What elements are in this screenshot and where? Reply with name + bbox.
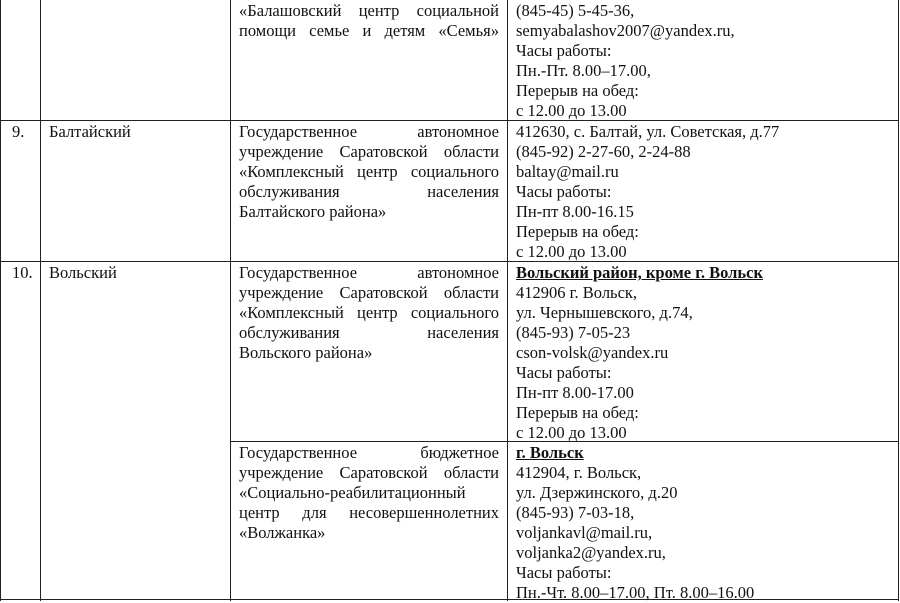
table-border-right [898, 0, 899, 601]
contact-line: (845-93) 7-05-23 [516, 323, 631, 342]
institution-name-line: Государственное автономное [239, 263, 499, 282]
row-number: 9. [12, 122, 25, 141]
institution-name-line: помощи семье и детям «Семья» [239, 21, 499, 40]
contact-line: Пн.-Пт. 8.00–17.00, [516, 61, 651, 80]
contact-line: Перерыв на обед: [516, 81, 639, 100]
contact-line: Часы работы: [516, 182, 612, 201]
contact-line: Часы работы: [516, 41, 612, 60]
institution-name-line: Балтайского района» [239, 202, 387, 221]
institution-name-line: центр для несовершеннолетних [239, 503, 499, 522]
table-border-bottom [0, 599, 899, 600]
contact-line: с 12.00 до 13.00 [516, 423, 627, 442]
institution-name-line: учреждение Саратовской области [239, 142, 499, 161]
contact-line: с 12.00 до 13.00 [516, 101, 627, 120]
institution-name-line: «Волжанка» [239, 523, 326, 542]
institution-name-line: обслуживания населения [239, 323, 499, 342]
institution-name-line: «Комплексный центр социального [239, 303, 499, 322]
row-number: 10. [12, 263, 33, 282]
contact-line: cson-volsk@yandex.ru [516, 343, 669, 362]
institution-name-line: Государственное бюджетное [239, 443, 499, 462]
contact-line: ул. Чернышевского, д.74, [516, 303, 693, 322]
row-number [8, 0, 12, 1]
institution-name-line: «Социально-реабилитационный [239, 483, 466, 502]
institution-name [231, 262, 499, 363]
district-name [41, 0, 49, 1]
institution-name [231, 121, 499, 222]
contact-line: (845-93) 7-03-18, [516, 503, 635, 522]
contact-line: (845-92) 2-27-60, 2-24-88 [516, 142, 691, 161]
contact-line: 412904, г. Вольск, [516, 463, 642, 482]
table-border-left [0, 0, 1, 601]
contact-line: voljankavl@mail.ru, [516, 523, 653, 542]
column-divider [40, 0, 41, 601]
contact-info [508, 0, 735, 121]
contact-line: (845-45) 5-45-36, [516, 1, 635, 20]
institution-name [231, 0, 499, 41]
institution-name-line: «Балашовский центр социальной [239, 1, 499, 20]
contact-line: Перерыв на обед: [516, 222, 639, 241]
contact-info [508, 121, 779, 262]
contact-info [508, 262, 763, 443]
district-name: Вольский [49, 263, 117, 282]
institution-name [231, 442, 499, 543]
contact-heading: Вольский район, кроме г. Вольск [516, 263, 763, 282]
contact-line: ул. Дзержинского, д.20 [516, 483, 678, 502]
contact-line: 412906 г. Вольск, [516, 283, 638, 302]
contact-line: Часы работы: [516, 363, 612, 382]
institution-name-line: учреждение Саратовской области [239, 283, 499, 302]
contact-line: Пн-пт 8.00-17.00 [516, 383, 634, 402]
district-name: Балтайский [49, 122, 131, 141]
contact-line: semyabalashov2007@yandex.ru, [516, 21, 735, 40]
contact-line: Перерыв на обед: [516, 403, 639, 422]
contact-line: Пн.-Чт. 8.00–17.00, Пт. 8.00–16.00 [516, 583, 755, 602]
contact-heading: г. Вольск [516, 443, 584, 462]
contact-line: Пн-пт 8.00-16.15 [516, 202, 634, 221]
contact-line: voljanka2@yandex.ru, [516, 543, 666, 562]
institution-name-line: учреждение Саратовской области [239, 463, 499, 482]
institution-name-line: «Комплексный центр социального [239, 162, 499, 181]
institution-name-line: Вольского района» [239, 343, 373, 362]
contact-line: baltay@mail.ru [516, 162, 619, 181]
contact-line: 412630, с. Балтай, ул. Советская, д.77 [516, 122, 780, 141]
institution-name-line: обслуживания населения [239, 182, 499, 201]
contact-line: Часы работы: [516, 563, 612, 582]
contact-line: с 12.00 до 13.00 [516, 242, 627, 261]
contact-info [508, 442, 754, 603]
institution-name-line: Государственное автономное [239, 122, 499, 141]
